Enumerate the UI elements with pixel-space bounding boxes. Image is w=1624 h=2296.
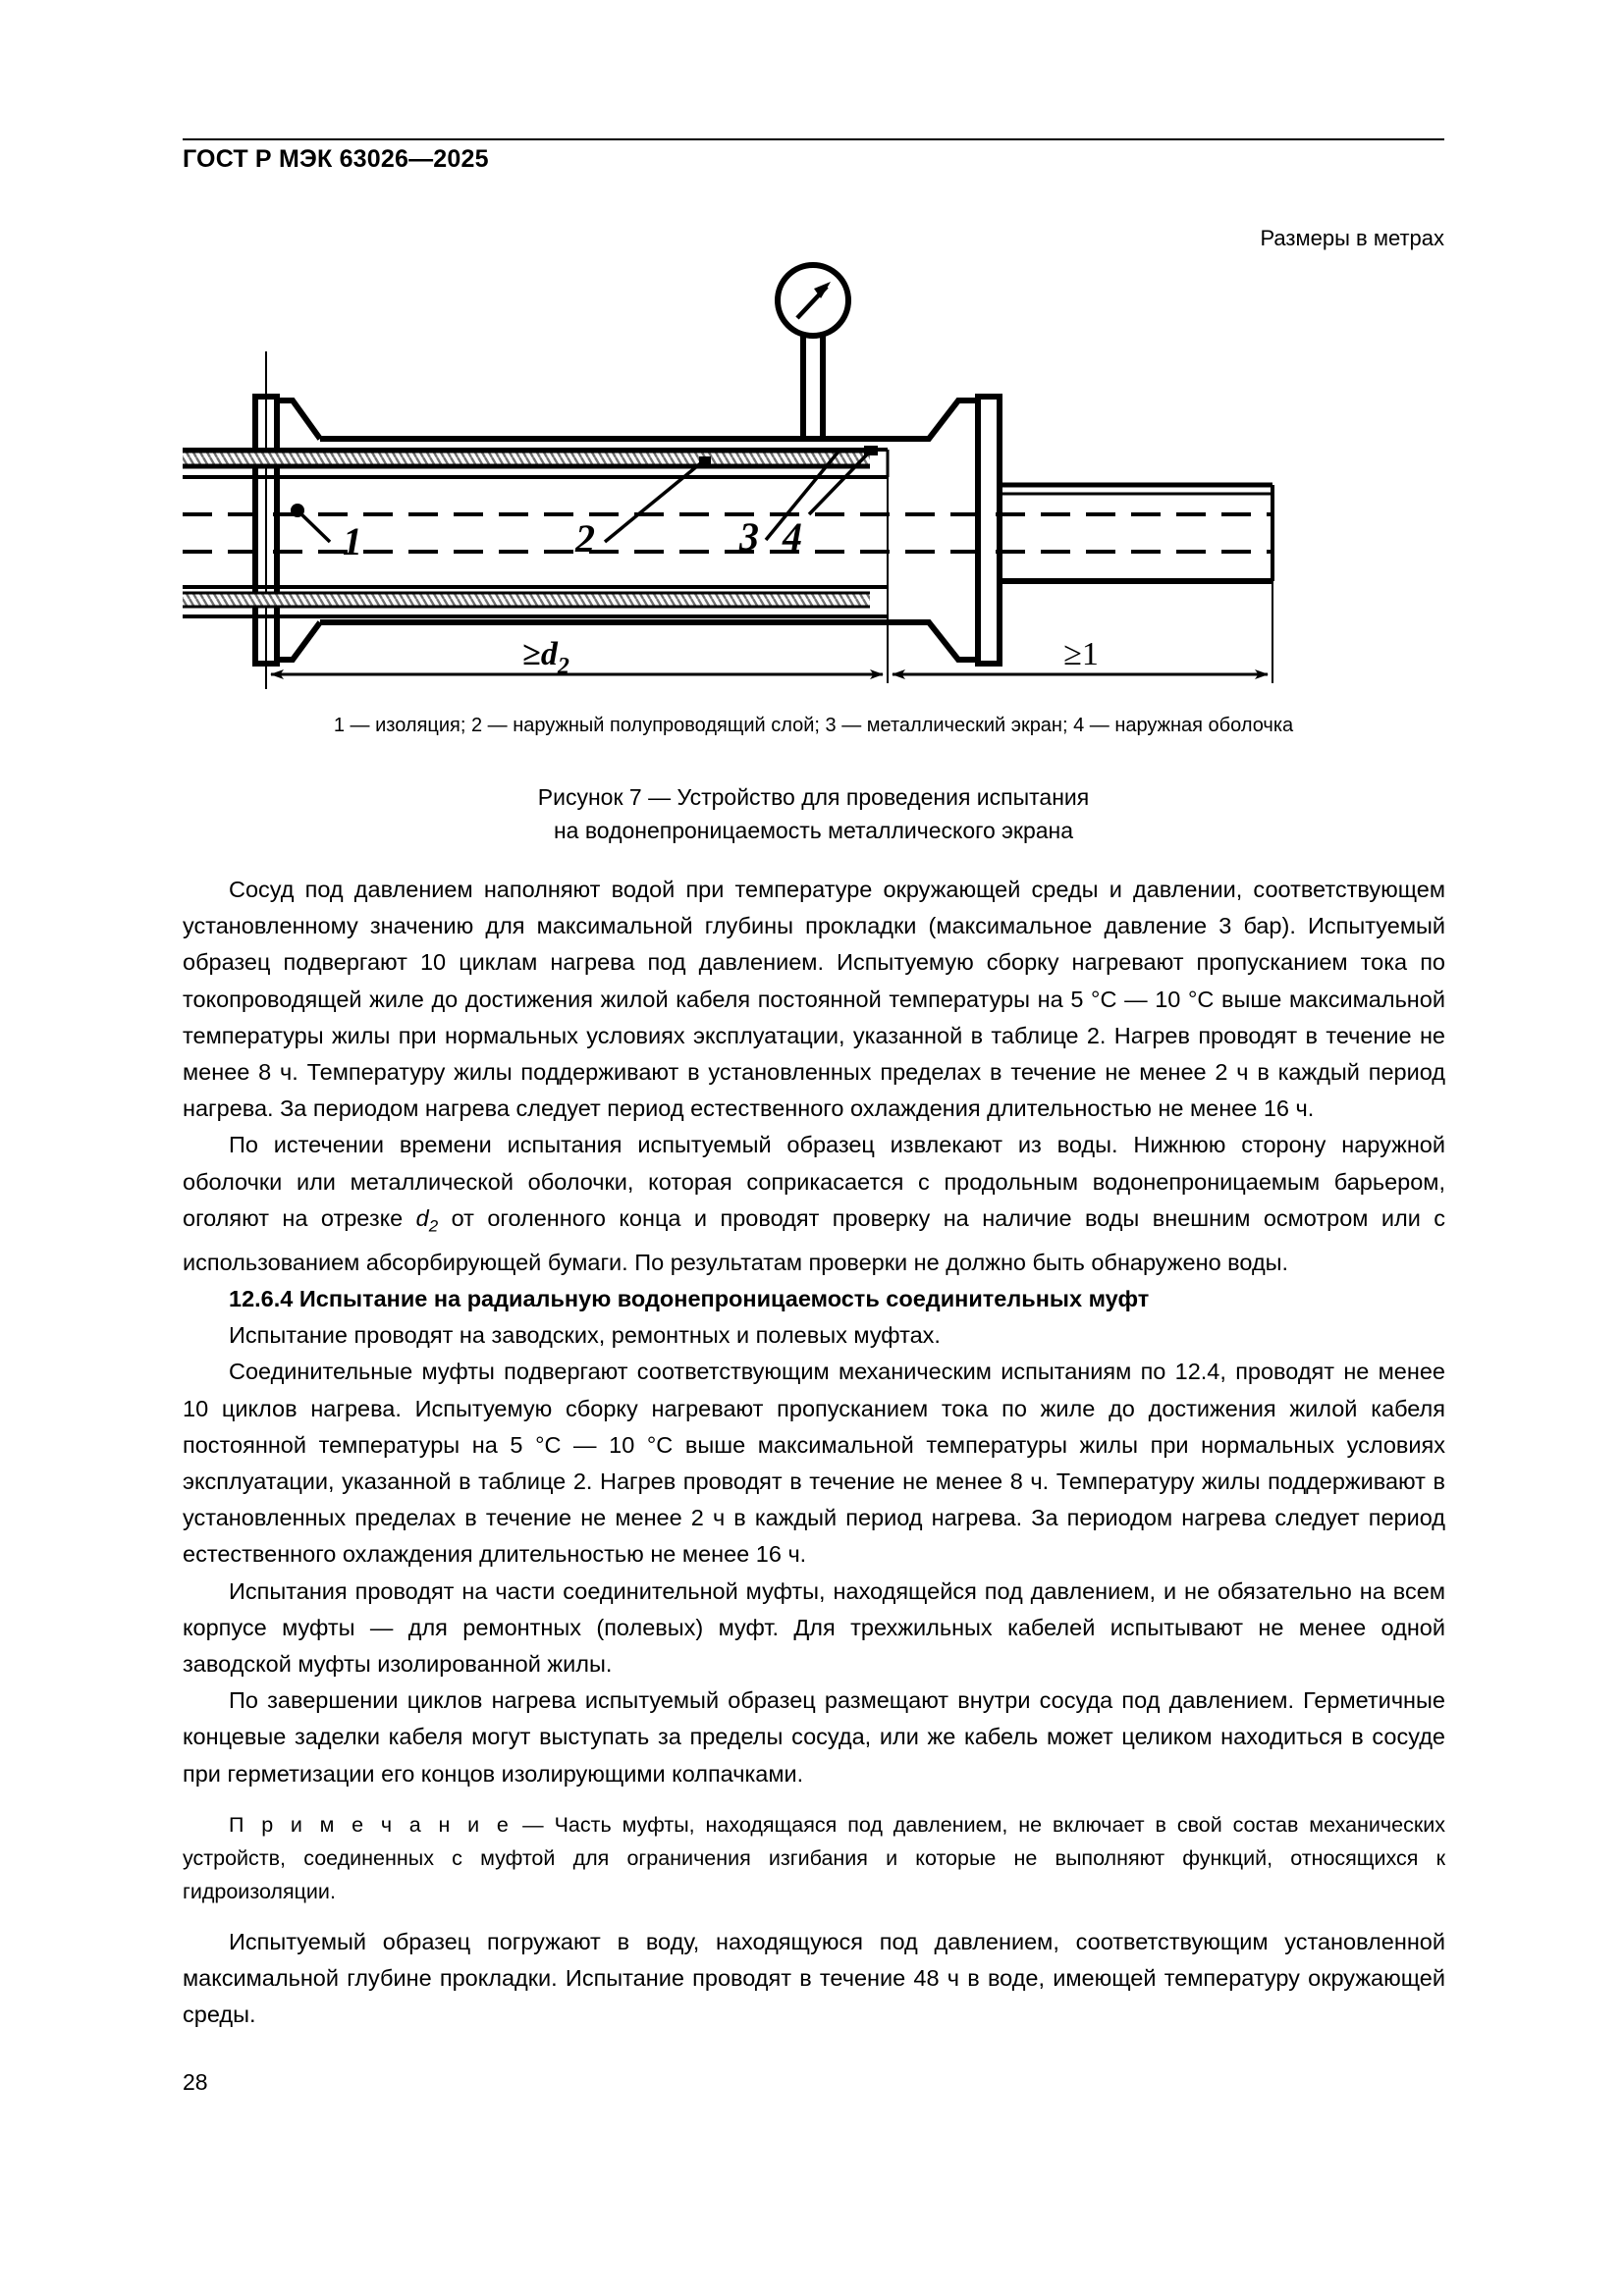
figure-units-note: Размеры в метрах xyxy=(1260,226,1444,250)
paragraph-5: Испытания проводят на части соединительной муфты, находящейся под давлением, и не обязательно на всем корпусе муфты — для ремонтных (полевых) муфт. Для трехжильных кабелей испытывают не менее одной заводской муфты изолированной жилы. xyxy=(183,1577,1445,1677)
page-number: 28 xyxy=(183,2069,208,2095)
figure-legend xyxy=(183,715,1444,737)
paragraph-6: По завершении циклов нагрева испытуемый образец размещают внутри сосуда под давлением. Герметичные концевые заделки кабеля могут выступать за пределы сосуда, или же кабель может целиком находиться в сосуде при герметизации его концов изолирующими колпачками. xyxy=(183,1687,1445,1787)
inline-math-d2-sub: 2 xyxy=(428,1216,439,1236)
svg-text:≥1: ≥1 xyxy=(1063,636,1099,672)
paragraph-3: Испытание проводят на заводских, ремонтных и полевых муфтах. xyxy=(229,1322,941,1349)
note-top-spacer xyxy=(183,1792,1445,1808)
svg-text:1: 1 xyxy=(343,519,362,563)
svg-text:≥d2: $\ge d_2$ xyxy=(522,636,569,679)
paragraph-2 xyxy=(183,1127,1445,1281)
note-bottom-spacer xyxy=(183,1908,1445,1924)
header-rule xyxy=(183,138,1444,140)
page-header-title: ГОСТ Р МЭК 63026—2025 xyxy=(183,145,489,173)
note-dash: — xyxy=(512,1812,555,1837)
body-text-block xyxy=(183,872,1445,2033)
figure-caption xyxy=(183,780,1444,847)
section-heading-12-6-4: 12.6.4 Испытание на радиальную водонепроницаемость соединительных муфт xyxy=(229,1285,1150,1311)
svg-text:4: 4 xyxy=(783,514,802,559)
figure-caption-line-2: на водонепроницаемость металлического экрана xyxy=(553,818,1074,843)
paragraph-4: Соединительные муфты подвергают соответствующим механическим испытаниям по 12.4, проводят не менее 10 циклов нагрева. Испытуемую сборку нагревают пропусканием тока по жиле до достижения жилой кабеля постоянной температуры на 5 °С — 10 °С выше максимальной температуры жилы при нормальных условиях эксплуатации, указанной в таблице 2. Нагрев проводят в течение не менее 8 ч. Температуру жилы поддерживают в установленных пределах в течение не менее 2 ч в каждый период нагрева. За периодом нагрева следует период естественного охлаждения длительностью не менее 16 ч. xyxy=(183,1359,1445,1568)
paragraph-2-part-1: По истечении времени испытания испытуемый образец извлекают из воды. Нижнюю сторону наружной оболочки или металлической оболочки, которая соприкасается с продольным водонепроницаемым барьером, оголяют на отрезке xyxy=(183,1132,1445,1231)
svg-text:2: 2 xyxy=(575,516,595,561)
svg-text:3: 3 xyxy=(739,514,759,559)
figure-caption-line-1: Рисунок 7 — Устройство для проведения испытания xyxy=(537,784,1090,810)
note-block xyxy=(183,1808,1445,1908)
paragraph-1: Сосуд под давлением наполняют водой при температуре окружающей среды и давлении, соответствующем установленному значению для максимальной глубины прокладки (максимальное давление 3 бар). Испытуемый образец подвергают 10 циклам нагрева под давлением. Испытуемую сборку нагревают пропусканием тока по токопроводящей жиле до достижения жилой кабеля постоянной температуры на 5 °С — 10 °С выше максимальной температуры жилы при нормальных условиях эксплуатации, указанной в таблице 2. Нагрев проводят в течение не менее 8 ч. Температуру жилы поддерживают в установленных пределах в течение не менее 2 ч в каждый период нагрева. За периодом нагрева следует период естественного охлаждения длительностью не менее 16 ч. xyxy=(183,877,1445,1122)
figure-7-drawing xyxy=(183,257,1444,689)
note-label: П р и м е ч а н и е xyxy=(229,1812,513,1837)
paragraph-7: Испытуемый образец погружают в воду, находящуюся под давлением, соответствующим установленной максимальной глубине прокладки. Испытание проводят в течение 48 ч в воде, имеющей температуру окружающей среды. xyxy=(183,1928,1445,2028)
note-text: Часть муфты, находящаяся под давлением, не включает в свой состав механических устройств, соединенных с муфтой для ограничения изгибания и которые не выполняют функций, относящихся к гидроизоляции. xyxy=(183,1812,1445,1903)
inline-math-d2-base: d xyxy=(415,1204,429,1231)
paragraph-2-part-2: от оголенного конца и проводят проверку на наличие воды внешним осмотром или с использованием абсорбирующей бумаги. По результатам проверки не должно быть обнаружено воды. xyxy=(183,1204,1445,1275)
figure-legend-text: 1 — изоляция; 2 — наружный полупроводящий слой; 3 — металлический экран; 4 — наружная оболочка xyxy=(333,715,1294,736)
inline-math-d2 xyxy=(415,1204,439,1236)
